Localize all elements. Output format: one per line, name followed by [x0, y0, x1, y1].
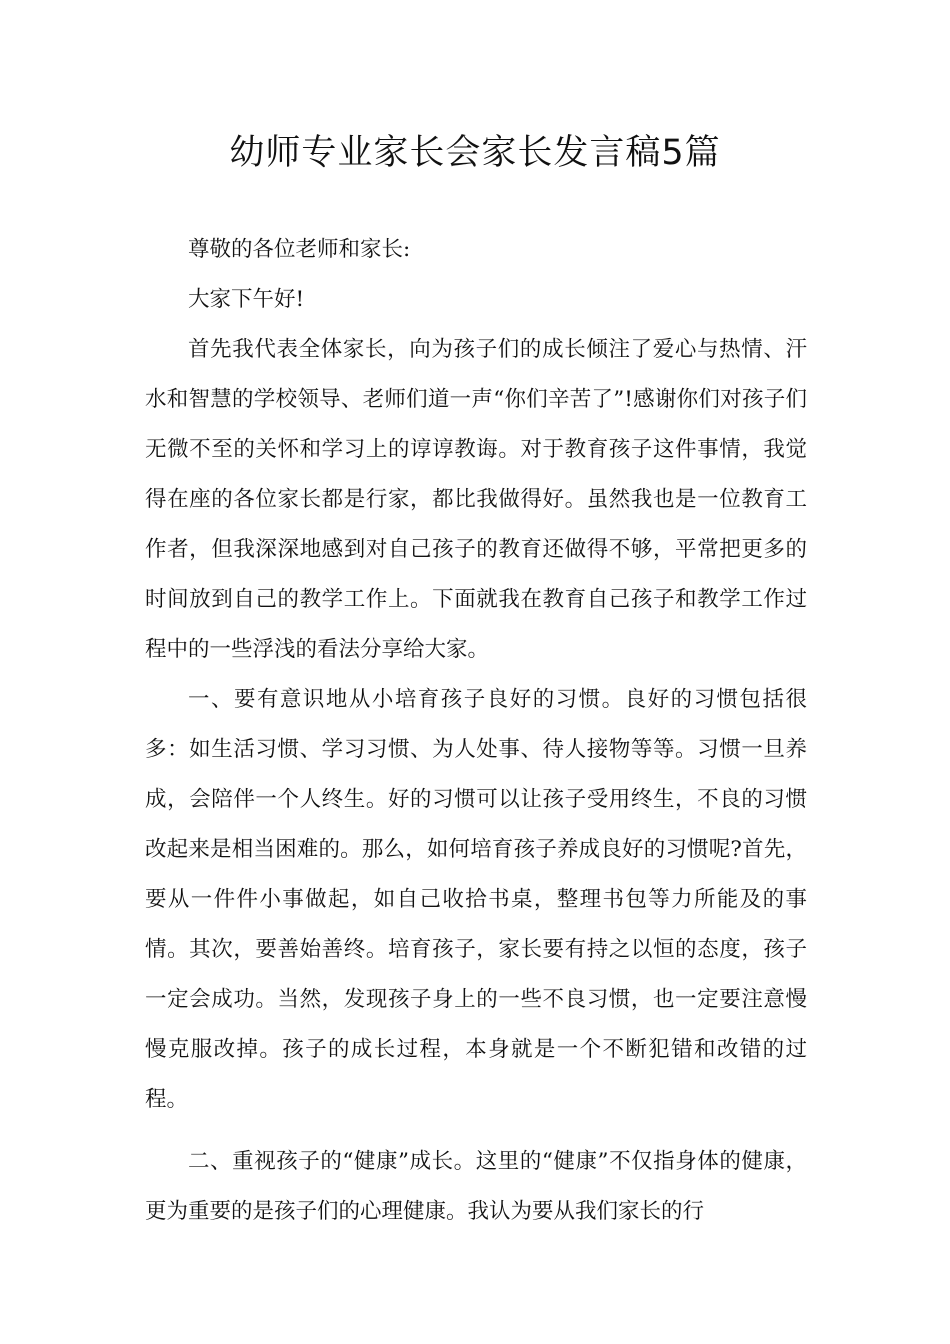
- document-body: [145, 225, 807, 1237]
- paragraph-intro: 首先我代表全体家长，向为孩子们的成长倾注了爱心与热情、汗水和智慧的学校领导、老师们道一声“你们辛苦了”!感谢你们对孩子们无微不至的关怀和学习上的谆谆教诲。对于教育孩子这件事情，我觉得在座的各位家长都是行家，都比我做得好。虽然我也是一位教育工作者，但我深深地感到对自己孩子的教育还做得不够，平常把更多的时间放到自己的教学工作上。下面就我在教育自己孩子和教学工作过程中的一些浮浅的看法分享给大家。: [145, 337, 807, 662]
- document-title: 幼师专业家长会家长发言稿5篇: [229, 133, 721, 173]
- salutation: 尊敬的各位老师和家长:: [188, 237, 411, 262]
- greeting: 大家下午好!: [188, 287, 305, 312]
- paragraph-habits: 一、要有意识地从小培育孩子良好的习惯。良好的习惯包括很多：如生活习惯、学习习惯、为人处事、待人接物等等。习惯一旦养成，会陪伴一个人终生。好的习惯可以让孩子受用终生，不良的习惯改起来是相当困难的。那么，如何培育孩子养成良好的习惯呢?首先，要从一件件小事做起，如自己收拾书桌，整理书包等力所能及的事情。其次，要善始善终。培育孩子，家长要有持之以恒的态度，孩子一定会成功。当然，发现孩子身上的一些不良习惯，也一定要注意慢慢克服改掉。孩子的成长过程，本身就是一个不断犯错和改错的过程。: [145, 687, 807, 1112]
- paragraph-health: 二、重视孩子的“健康”成长。这里的“健康”不仅指身体的健康，更为重要的是孩子们的心理健康。我认为要从我们家长的行: [145, 1149, 807, 1224]
